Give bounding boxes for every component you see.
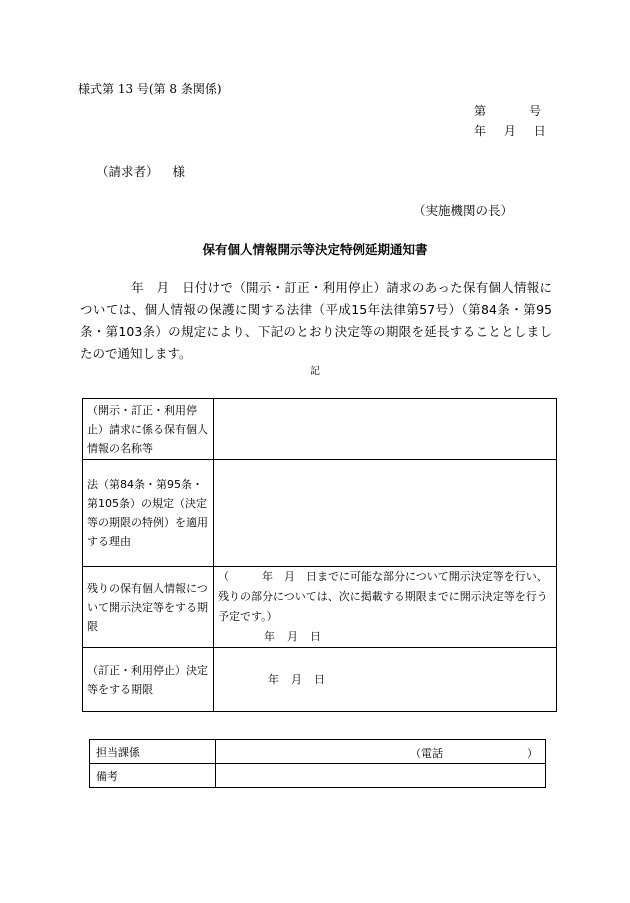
date-day: 日: [533, 124, 546, 138]
tel-open: （電話: [410, 746, 443, 760]
tel-close: ）: [527, 746, 538, 760]
decision-deadline-label: （訂正・利用停止）決定等をする期限: [83, 648, 214, 712]
date-year: 年: [268, 672, 279, 686]
ki-marker: 記: [310, 366, 320, 377]
main-table: [82, 398, 557, 712]
remaining-deadline-label: 残りの保有個人情報について開示決定等をする期限: [83, 567, 214, 648]
table-row: [90, 764, 546, 788]
reason-label: 法（第84条・第95条・第105条）の規定（決定等の期限の特例）を適用する理由: [83, 460, 214, 567]
body-text: 年 月 日付けで（開示・訂正・利用停止）請求のあった保有個人情報については、個人情報の保護に関する法律（平成15年法律第57号）（第84条・第95条・第103条）の規定により、下記のとおり決定等の期限を延長することとしましたので通知します。: [80, 280, 552, 361]
table-row: [83, 648, 557, 712]
table-row: [83, 399, 557, 460]
remaining-deadline-date: [218, 627, 552, 647]
decision-deadline-value[interactable]: [214, 648, 557, 712]
document-title: 保有個人情報開示等決定特例延期通知書: [202, 242, 428, 257]
doc-number-suffix: 号: [529, 104, 542, 118]
contact-table: [89, 739, 546, 788]
recipient-honorific: 様: [172, 164, 186, 179]
reason-value[interactable]: [214, 460, 557, 567]
document-number: [474, 102, 542, 119]
remarks-label: 備考: [90, 764, 216, 788]
table-row: [83, 460, 557, 567]
recipient: [96, 162, 185, 180]
date-month: 月: [503, 124, 516, 138]
date-day: 日: [314, 672, 325, 686]
doc-number-prefix: 第: [474, 104, 487, 118]
date-year: 年: [264, 630, 275, 643]
table-row: [83, 567, 557, 648]
info-name-value[interactable]: [214, 399, 557, 460]
section-label: 担当課係: [90, 740, 216, 764]
table-row: [90, 740, 546, 764]
info-name-label: （開示・訂正・利用停止）請求に係る保有個人情報の名称等: [83, 399, 214, 460]
form-number: 様式第 13 号(第 8 条関係): [78, 82, 222, 96]
date-year: 年: [474, 124, 487, 138]
section-value[interactable]: [216, 740, 546, 764]
sender-label: （実施機関の長）: [413, 203, 514, 218]
document-date: [474, 122, 546, 139]
decision-deadline-date: [218, 670, 325, 690]
remarks-value[interactable]: [216, 764, 546, 788]
date-month: 月: [287, 630, 298, 643]
remaining-deadline-note: （ 年 月 日までに可能な部分について開示決定等を行い、残りの部分については、次に掲載する期限までに開示決定等を行う予定です。）: [218, 570, 548, 623]
date-day: 日: [310, 630, 321, 643]
date-month: 月: [291, 672, 302, 686]
remaining-deadline-value[interactable]: [214, 567, 557, 648]
recipient-label: （請求者）: [96, 164, 159, 179]
